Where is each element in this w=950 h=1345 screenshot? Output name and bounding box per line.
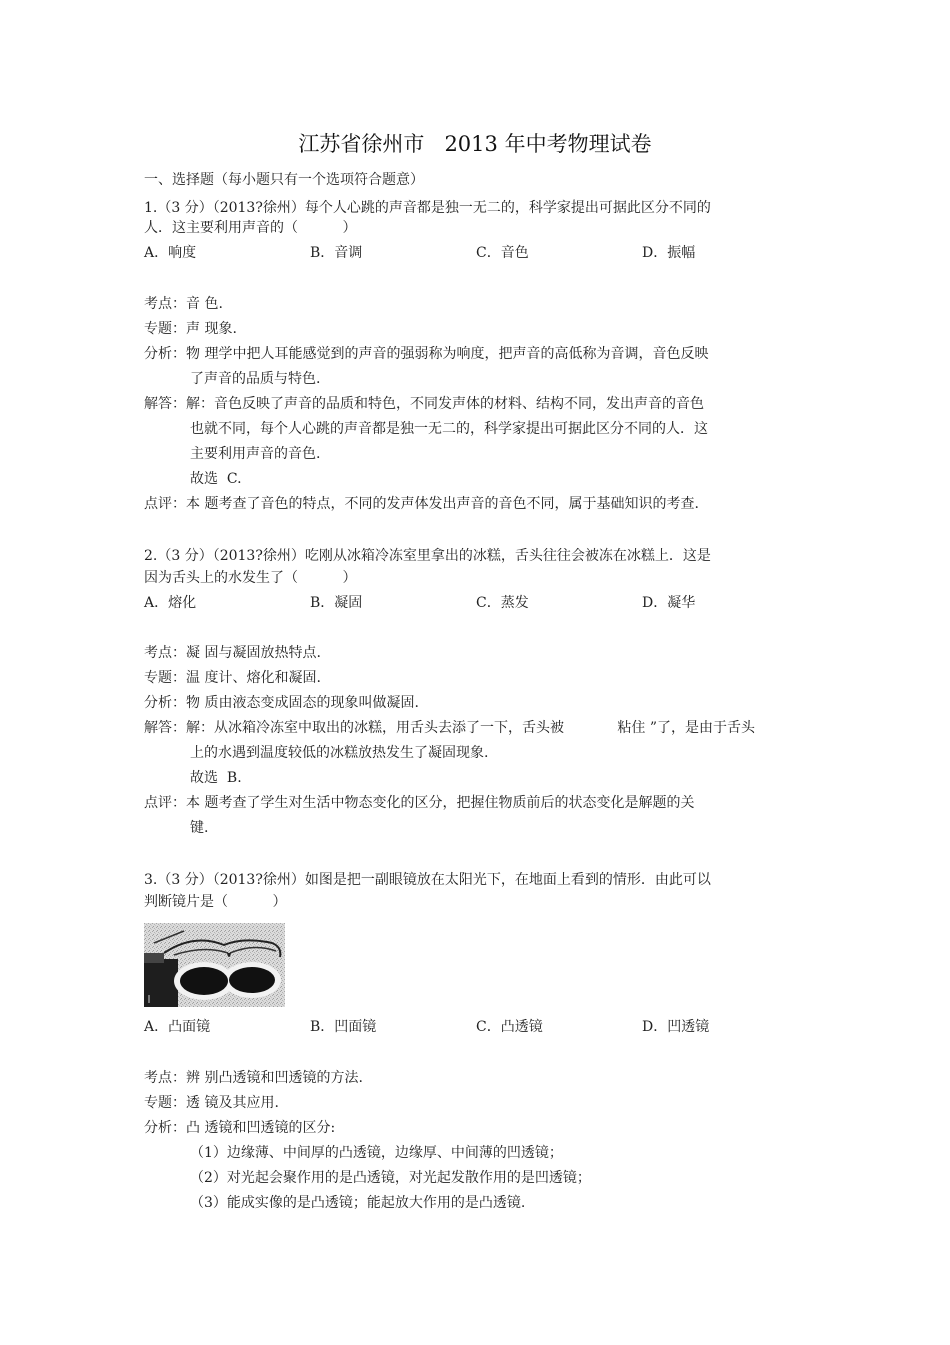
question-1-zhuanti: 专题：声 现象. bbox=[144, 321, 237, 337]
question-1-jieda-line-4: 故选 C. bbox=[190, 471, 242, 487]
question-1-dianping-line-1: 点评：本 题考查了音色的特点，不同的发声体发出声音的音色不同，属于基础知识的考查. bbox=[144, 496, 699, 512]
question-1-stem-line-2: 人．这主要利用声音的（ ） bbox=[144, 220, 357, 236]
section-heading: 一、选择题（每小题只有一个选项符合题意） bbox=[144, 172, 424, 188]
question-3-zhuanti: 专题：透 镜及其应用. bbox=[144, 1095, 279, 1111]
question-1-option-d: D．振幅 bbox=[642, 245, 696, 261]
question-3-stem-line-1: 3.（3 分）（2013?徐州）如图是把一副眼镜放在太阳光下，在地面上看到的情形．由此可以 bbox=[144, 872, 711, 888]
question-3-stem-line-2: 判断镜片是（ ） bbox=[144, 894, 287, 910]
question-1-option-c: C．音色 bbox=[476, 245, 529, 261]
question-1-jieda-line-3: 主要利用声音的音色. bbox=[190, 446, 321, 462]
question-1-option-b: B．音调 bbox=[310, 245, 363, 261]
question-1-kaodian: 考点：音 色. bbox=[144, 296, 223, 312]
question-2-fenxi-line-1: 分析：物 质由液态变成固态的现象叫做凝固. bbox=[144, 695, 419, 711]
page-title: 江苏省徐州市 2013 年中考物理试卷 bbox=[298, 132, 652, 156]
question-3-fenxi-line-4: （3）能成实像的是凸透镜；能起放大作用的是凸透镜. bbox=[190, 1195, 526, 1211]
question-2-jieda-line-1: 解答：解：从冰箱冷冻室中取出的冰糕，用舌头去添了一下，舌头被 粘住 ”了，是由于舌头 bbox=[144, 720, 756, 736]
question-2-zhuanti: 专题：温 度计、熔化和凝固. bbox=[144, 670, 321, 686]
question-1-jieda-line-1: 解答：解：音色反映了声音的品质和特色，不同发声体的材料、结构不同，发出声音的音色 bbox=[144, 396, 704, 412]
question-2-stem-line-1: 2.（3 分）（2013?徐州）吃刚从冰箱冷冻室里拿出的冰糕，舌头往往会被冻在冰糕上．这是 bbox=[144, 548, 711, 564]
question-1-option-a: A．响度 bbox=[144, 245, 197, 261]
question-1-fenxi-line-2: 了声音的品质与特色. bbox=[190, 371, 321, 387]
question-2-stem-line-2: 因为舌头上的水发生了（ ） bbox=[144, 570, 357, 586]
question-2-jieda-line-2: 上的水遇到温度较低的冰糕放热发生了凝固现象. bbox=[190, 745, 489, 761]
question-3-option-a: A．凸面镜 bbox=[144, 1019, 211, 1035]
question-3-fenxi-line-1: 分析：凸 透镜和凹透镜的区分: bbox=[144, 1120, 336, 1136]
question-3-fenxi-line-2: （1）边缘薄、中间厚的凸透镜，边缘厚、中间薄的凹透镜； bbox=[190, 1145, 563, 1161]
question-2-option-d: D．凝华 bbox=[642, 595, 696, 611]
question-3-fenxi-line-3: （2）对光起会聚作用的是凸透镜，对光起发散作用的是凹透镜； bbox=[190, 1170, 591, 1186]
question-1-stem-line-1: 1.（3 分）（2013?徐州）每个人心跳的声音都是独一无二的，科学家提出可据此区分不同的 bbox=[144, 200, 711, 216]
question-2-option-c: C．蒸发 bbox=[476, 595, 529, 611]
question-3-option-b: B．凹面镜 bbox=[310, 1019, 377, 1035]
question-3-kaodian: 考点：辨 别凸透镜和凹透镜的方法. bbox=[144, 1070, 363, 1086]
question-1-jieda-line-2: 也就不同，每个人心跳的声音都是独一无二的，科学家提出可据此区分不同的人．这 bbox=[190, 421, 708, 437]
question-2-option-b: B．凝固 bbox=[310, 595, 363, 611]
question-3-option-d: D．凹透镜 bbox=[642, 1019, 710, 1035]
question-2-kaodian: 考点：凝 固与凝固放热特点. bbox=[144, 645, 321, 661]
glasses-shadow-photo-icon bbox=[144, 923, 285, 1007]
question-1-fenxi-line-1: 分析：物 理学中把人耳能感觉到的声音的强弱称为响度，把声音的高低称为音调，音色反映 bbox=[144, 346, 709, 362]
question-3-option-c: C．凸透镜 bbox=[476, 1019, 543, 1035]
question-2-option-a: A．熔化 bbox=[144, 595, 197, 611]
question-2-dianping-line-1: 点评：本 题考查了学生对生活中物态变化的区分，把握住物质前后的状态变化是解题的关 bbox=[144, 795, 695, 811]
question-2-jieda-line-3: 故选 B. bbox=[190, 770, 242, 786]
question-2-dianping-line-2: 键. bbox=[190, 820, 209, 836]
